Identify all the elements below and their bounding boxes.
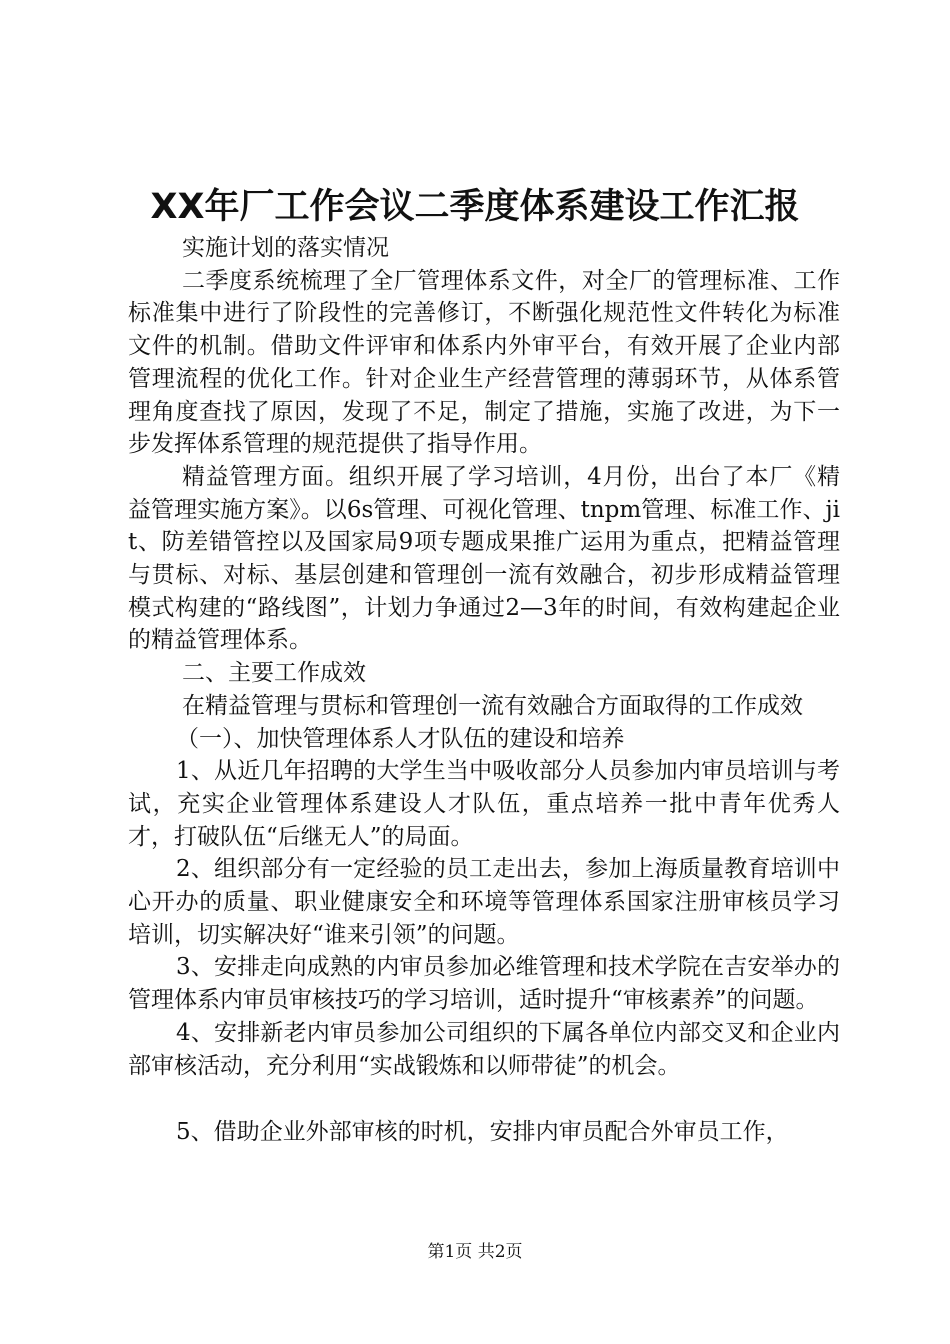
paragraph-implementation-heading: 实施计划的落实情况 xyxy=(182,235,389,261)
list-item-1: 1、从近几年招聘的大学生当中吸收部分人员参加内审员培训与考试，充实企业管理体系建设人才队伍，重点培养一批中青年优秀人才，打破队伍“后继无人”的局面。 xyxy=(128,758,840,850)
document-title: XX年厂工作会议二季度体系建设工作汇报 xyxy=(150,187,800,227)
subsection-heading-talent: （一）、加快管理体系人才队伍的建设和培养 xyxy=(176,725,625,752)
list-item-3: 3、安排走向成熟的内审员参加必维管理和技术学院在吉安举办的管理体系内审员审核技巧的学习培训，适时提升“审核素养”的问题。 xyxy=(128,954,840,1014)
list-item-5: 5、借助企业外部审核的时机，安排内审员配合外审员工作， xyxy=(176,1119,789,1146)
paragraph-lean-management: 精益管理方面。组织开展了学习培训，4月份，出台了本厂《精益管理实施方案》。以6s管理、可视化管理、tnpm管理、标准工作、jit、防差错管控以及国家局9项专题成果推广运用为重点，把精益管理与贯标、对标、基层创建和管理创一流有效融合，初步形成精益管理模式构建的“路线图”，计划力争通过2—3年的时间，有效构建起企业的精益管理体系。 xyxy=(128,463,840,654)
document-body xyxy=(128,232,840,1149)
page-number-footer: 第1页 共2页 xyxy=(427,1242,523,1262)
paragraph-system-review: 二季度系统梳理了全厂管理体系文件，对全厂的管理标准、工作标准集中进行了阶段性的完善修订，不断强化规范性文件转化为标准文件的机制。借助文件评审和体系内外审平台，有效开展了企业内部管理流程的优化工作。针对企业生产经营管理的薄弱环节，从体系管理角度查找了原因，发现了不足，制定了措施，实施了改进，为下一步发挥体系管理的规范提供了指导作用。 xyxy=(128,267,840,458)
paragraph-spacer xyxy=(128,1082,840,1116)
section-heading-achievements: 二、主要工作成效 xyxy=(182,660,366,687)
list-item-2: 2、组织部分有一定经验的员工走出去，参加上海质量教育培训中心开办的质量、职业健康安全和环境等管理体系国家注册审核员学习培训，切实解决好“谁来引领”的问题。 xyxy=(128,856,840,948)
list-item-4: 4、安排新老内审员参加公司组织的下属各单位内部交叉和企业内部审核活动，充分利用“实战锻炼和以师带徒”的机会。 xyxy=(128,1019,840,1079)
paragraph-achievements-intro: 在精益管理与贯标和管理创一流有效融合方面取得的工作成效 xyxy=(182,692,803,719)
